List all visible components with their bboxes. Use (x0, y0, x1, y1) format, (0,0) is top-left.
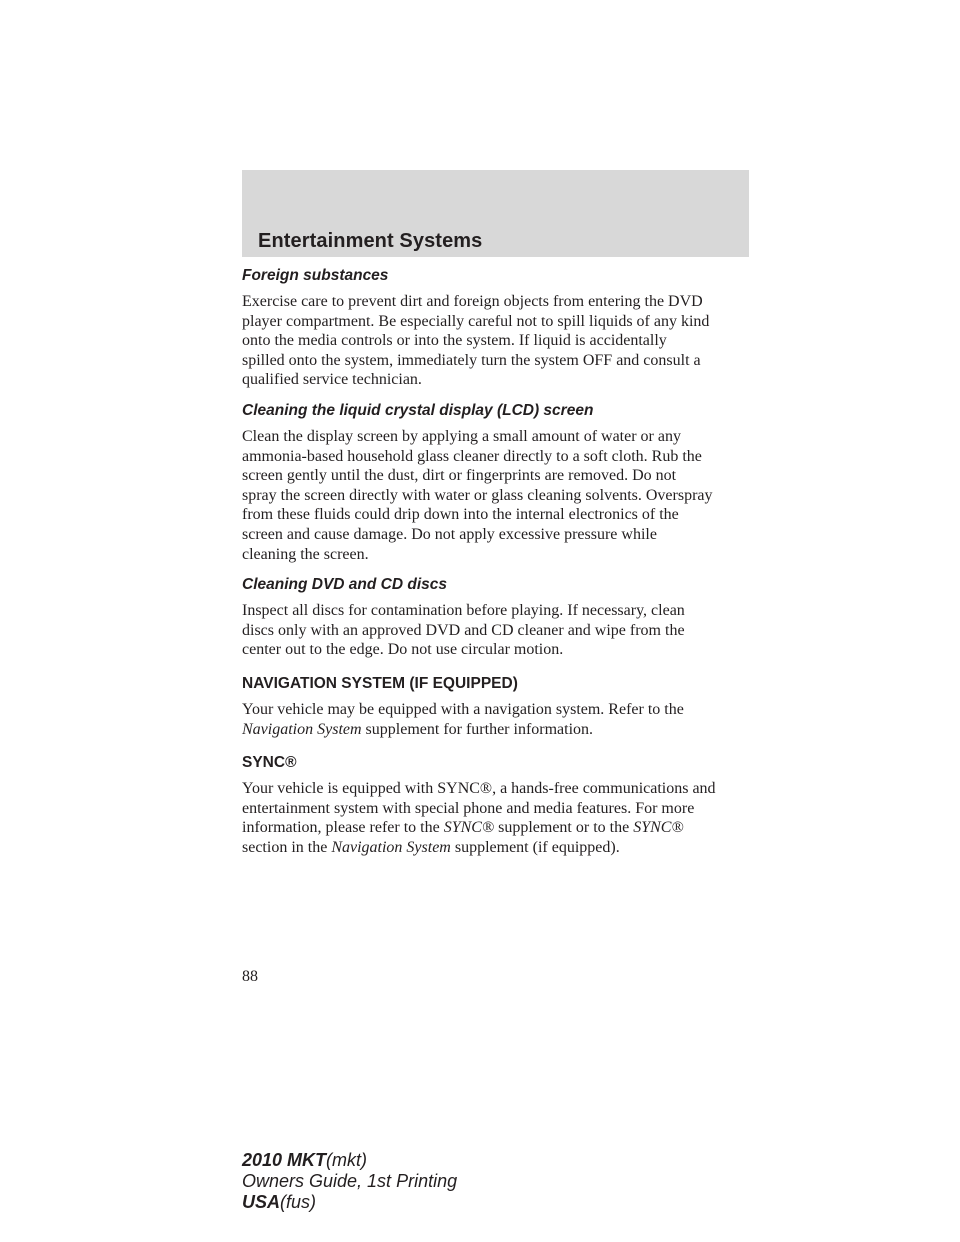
paragraph-lcd-cleaning (242, 427, 762, 564)
text-fragment: information, please refer to the (242, 819, 440, 837)
text-line: from these fluids could drip down into the internal electronics of the (242, 506, 679, 524)
page-number: 88 (242, 968, 258, 985)
text-line: center out to the edge. Do not use circular motion. (242, 641, 564, 659)
text-fragment: supplement or to the (498, 819, 630, 837)
footer-model: 2010 MKT (242, 1150, 327, 1170)
footer-print-info (242, 1150, 457, 1213)
section-header-band (242, 170, 749, 257)
heading-navigation-system: NAVIGATION SYSTEM (IF EQUIPPED) (242, 674, 518, 692)
text-line: cleaning the screen. (242, 545, 369, 563)
footer-line (242, 1150, 457, 1171)
text-line: Exercise care to prevent dirt and foreign objects from entering the DVD (242, 293, 703, 310)
text-line: spray the screen directly with water or glass cleaning solvents. Overspray (242, 486, 713, 504)
text-line: qualified service technician. (242, 371, 422, 389)
text-line: discs only with an approved DVD and CD cleaner and wipe from the (242, 621, 685, 639)
footer-line: Owners Guide, 1st Printing (242, 1171, 458, 1191)
heading-disc-cleaning: Cleaning DVD and CD discs (242, 576, 447, 594)
heading-foreign-substances: Foreign substances (242, 267, 389, 284)
text-line: screen gently until the dust, dirt or fingerprints are removed. Do not (242, 467, 677, 485)
paragraph-disc-cleaning (242, 601, 762, 660)
text-line: Clean the display screen by applying a small amount of water or any (242, 427, 681, 445)
text-line: Inspect all discs for contamination before playing. If necessary, clean (242, 602, 685, 620)
sync-reference: SYNC® (633, 819, 684, 837)
paragraph-foreign-substances (242, 292, 762, 390)
text-line: onto the media controls or into the system. If liquid is accidentally (242, 332, 667, 350)
footer-line (242, 1192, 457, 1213)
paragraph-sync (242, 779, 762, 857)
footer-model-code: (mkt) (326, 1150, 368, 1170)
section-title: Entertainment Systems (258, 230, 483, 252)
navigation-system-reference: Navigation System (331, 838, 451, 856)
text-line: Your vehicle may be equipped with a navigation system. Refer to the (242, 700, 684, 718)
text-fragment: supplement (if equipped). (454, 838, 620, 856)
sync-reference: SYNC® (443, 819, 495, 837)
text-line (242, 818, 762, 838)
page-content (242, 266, 762, 868)
text-line: screen and cause damage. Do not apply excessive pressure while (242, 525, 657, 543)
heading-sync: SYNC® (242, 754, 297, 772)
heading-lcd-cleaning: Cleaning the liquid crystal display (LCD) screen (242, 401, 594, 419)
text-line: spilled onto the system, immediately turn the system OFF and consult a (242, 351, 701, 369)
footer-market: USA (242, 1192, 281, 1212)
paragraph-navigation-system (242, 700, 762, 739)
text-line (242, 838, 762, 858)
navigation-system-reference: Navigation System (242, 720, 362, 738)
text-line: ammonia-based household glass cleaner directly to a soft cloth. Rub the (242, 447, 702, 465)
text-line: entertainment system with special phone and media features. For more (242, 799, 695, 817)
text-line: Your vehicle is equipped with SYNC®, a hands-free communications and (242, 780, 716, 798)
text-line (242, 720, 762, 740)
text-line: player compartment. Be especially careful not to spill liquids of any kind (242, 312, 710, 330)
text-fragment: section in the (242, 838, 328, 856)
footer-market-code: (fus) (280, 1192, 317, 1212)
text-fragment: supplement for further information. (365, 720, 594, 738)
